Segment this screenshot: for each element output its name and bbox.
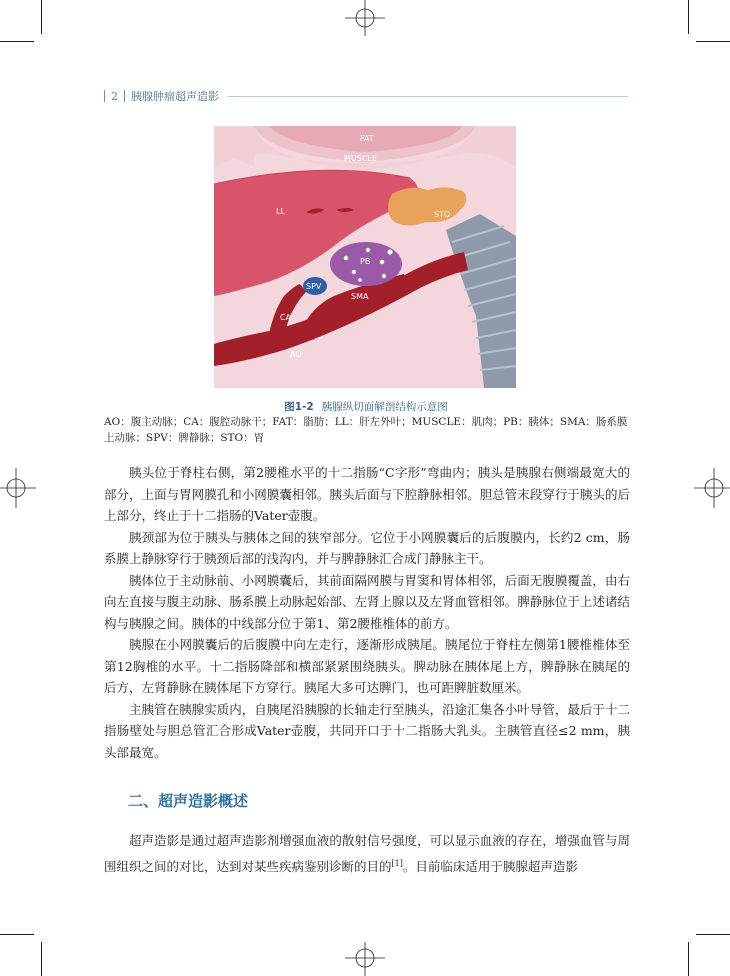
figure-caption-text: 胰腺纵切面解剖结构示意图 [321, 401, 448, 413]
label-ca: CA [280, 313, 292, 322]
crop-mark [688, 0, 689, 34]
body-text [104, 462, 630, 763]
label-spv: SPV [306, 282, 322, 291]
label-pb: PB [360, 257, 371, 266]
crop-mark [41, 0, 42, 34]
crop-mark [696, 934, 730, 935]
crop-mark [41, 942, 42, 976]
crop-mark [688, 942, 689, 976]
label-sto: STO [434, 210, 451, 219]
anatomy-figure [214, 126, 516, 388]
citation: [1] [391, 859, 403, 868]
paragraph: 胰腺在小网膜囊后的后腹膜中向左走行，逐渐形成胰尾。胰尾位于脊柱左侧第1腰椎椎体至第12胸椎的水平。十二指肠降部和横部紧紧围绕胰头。脾动脉在胰体尾上方，脾静脉在胰尾的后方，左肾静脉在胰体尾下方穿行。胰尾大多可达脾门，也可距脾脏数厘米。 [104, 637, 630, 695]
registration-mark-icon [694, 468, 730, 508]
figure-caption [104, 399, 628, 414]
header-rule [227, 96, 628, 97]
label-muscle: MUSCLE [344, 154, 377, 163]
paragraph: 主胰管在胰腺实质内，自胰尾沿胰腺的长轴走行至胰头，沿途汇集各小叶导管，最后于十二指肠壁处与胆总管汇合形成Vater壶腹，共同开口于十二指肠大乳头。主胰管直径≤2 mm，胰头部最宽。 [104, 701, 630, 760]
section-body [104, 829, 630, 878]
registration-mark-icon [345, 942, 385, 976]
paragraph: 胰体位于主动脉前、小网膜囊后，其前面隔网膜与胃窦和胃体相邻，后面无腹膜覆盖，由右向左直接与腹主动脉、肠系膜上动脉起始部、左肾上腺以及左肾血管相邻。脾静脉位于上述诸结构与胰腺之间。胰体的中线部分位于第1、第2腰椎椎体的前方。 [104, 572, 630, 631]
label-ao: AO [290, 350, 302, 359]
crop-mark [0, 934, 34, 935]
registration-mark-icon [345, 0, 385, 36]
paragraph-text: 超声造影是通过超声造影剂增强血液的散射信号强度，可以显示血液的存在，增强血管与周围组织之间的对比，达到对某些疾病鉴别诊断的目的 [104, 833, 630, 875]
paragraph [104, 829, 630, 878]
page-number: 2 [111, 89, 118, 103]
label-sma: SMA [351, 292, 369, 301]
crop-mark [0, 41, 34, 42]
figure-legend: AO：腹主动脉；CA：腹腔动脉干；FAT：脂肪；LL：肝左外叶；MUSCLE：肌肉；PB：胰体；SMA：肠系膜上动脉；SPV：脾静脉；STO：胃 [104, 416, 628, 444]
header-divider [104, 90, 105, 102]
section-heading: 二、超声造影概述 [128, 792, 249, 810]
figure-number: 图1-2 [284, 401, 314, 413]
header-divider [124, 90, 125, 102]
registration-mark-icon [0, 468, 36, 508]
paragraph: 胰头位于脊柱右侧，第2腰椎水平的十二指肠“C字形”弯曲内；胰头是胰腺右侧端最宽大的部分，上面与胃网膜孔和小网膜囊相邻。胰头后面与下腔静脉相邻。胆总管末段穿行于胰头的后上部分，终止于十二指肠的Vater壶腹。 [104, 465, 630, 523]
label-ll: LL [276, 207, 285, 216]
paragraph: 胰颈部为位于胰头与胰体之间的狭窄部分。它位于小网膜囊后的后腹膜内，长约2 cm，肠系膜上静脉穿行于胰颈后部的浅沟内，并与脾静脉汇合成门静脉主干。 [104, 529, 630, 566]
crop-mark [696, 41, 730, 42]
running-header [104, 86, 628, 106]
paragraph-tail: 。目前临床适用于胰腺超声造影 [402, 859, 578, 875]
label-fat: FAT [360, 134, 374, 143]
book-title: 胰腺肿瘤超声造影 [131, 90, 219, 103]
